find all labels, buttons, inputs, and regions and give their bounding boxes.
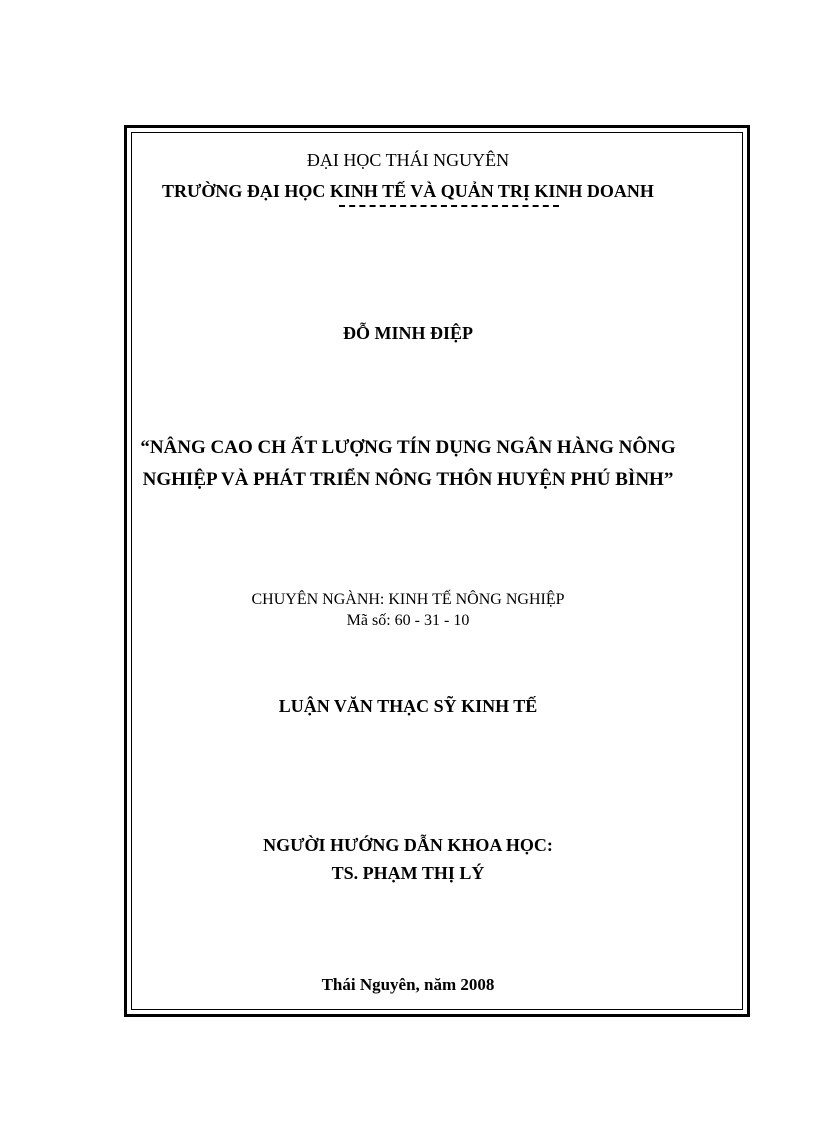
- thesis-title-line-2: NGHIỆP VÀ PHÁT TRIỂN NÔNG THÔN HUYỆN PHÚ BÌNH”: [142, 469, 674, 490]
- thesis-title-line-1: “NÂNG CAO CH ẤT LƯỢNG TÍN DỤNG NGÂN HÀNG NÔNG: [140, 437, 676, 458]
- divider-dashes: [339, 205, 559, 207]
- place-and-year: Thái Nguyên, năm 2008: [321, 975, 495, 994]
- university-name: ĐẠI HỌC THÁI NGUYÊN: [306, 150, 510, 170]
- major-code: Mã số: 60 - 31 - 10: [346, 612, 470, 629]
- page-border: [124, 125, 750, 1017]
- author-name: ĐỖ MINH ĐIỆP: [343, 323, 473, 343]
- supervisor-label: NGƯỜI HƯỚNG DẪN KHOA HỌC:: [263, 835, 553, 855]
- major: CHUYÊN NGÀNH: KINH TẾ NÔNG NGHIỆP: [251, 591, 565, 608]
- school-name: TRƯỜNG ĐẠI HỌC KINH TẾ VÀ QUẢN TRỊ KINH DOANH: [162, 181, 654, 201]
- supervisor-name: TS. PHẠM THỊ LÝ: [331, 863, 485, 883]
- thesis-type: LUẬN VĂN THẠC SỸ KINH TẾ: [278, 696, 538, 716]
